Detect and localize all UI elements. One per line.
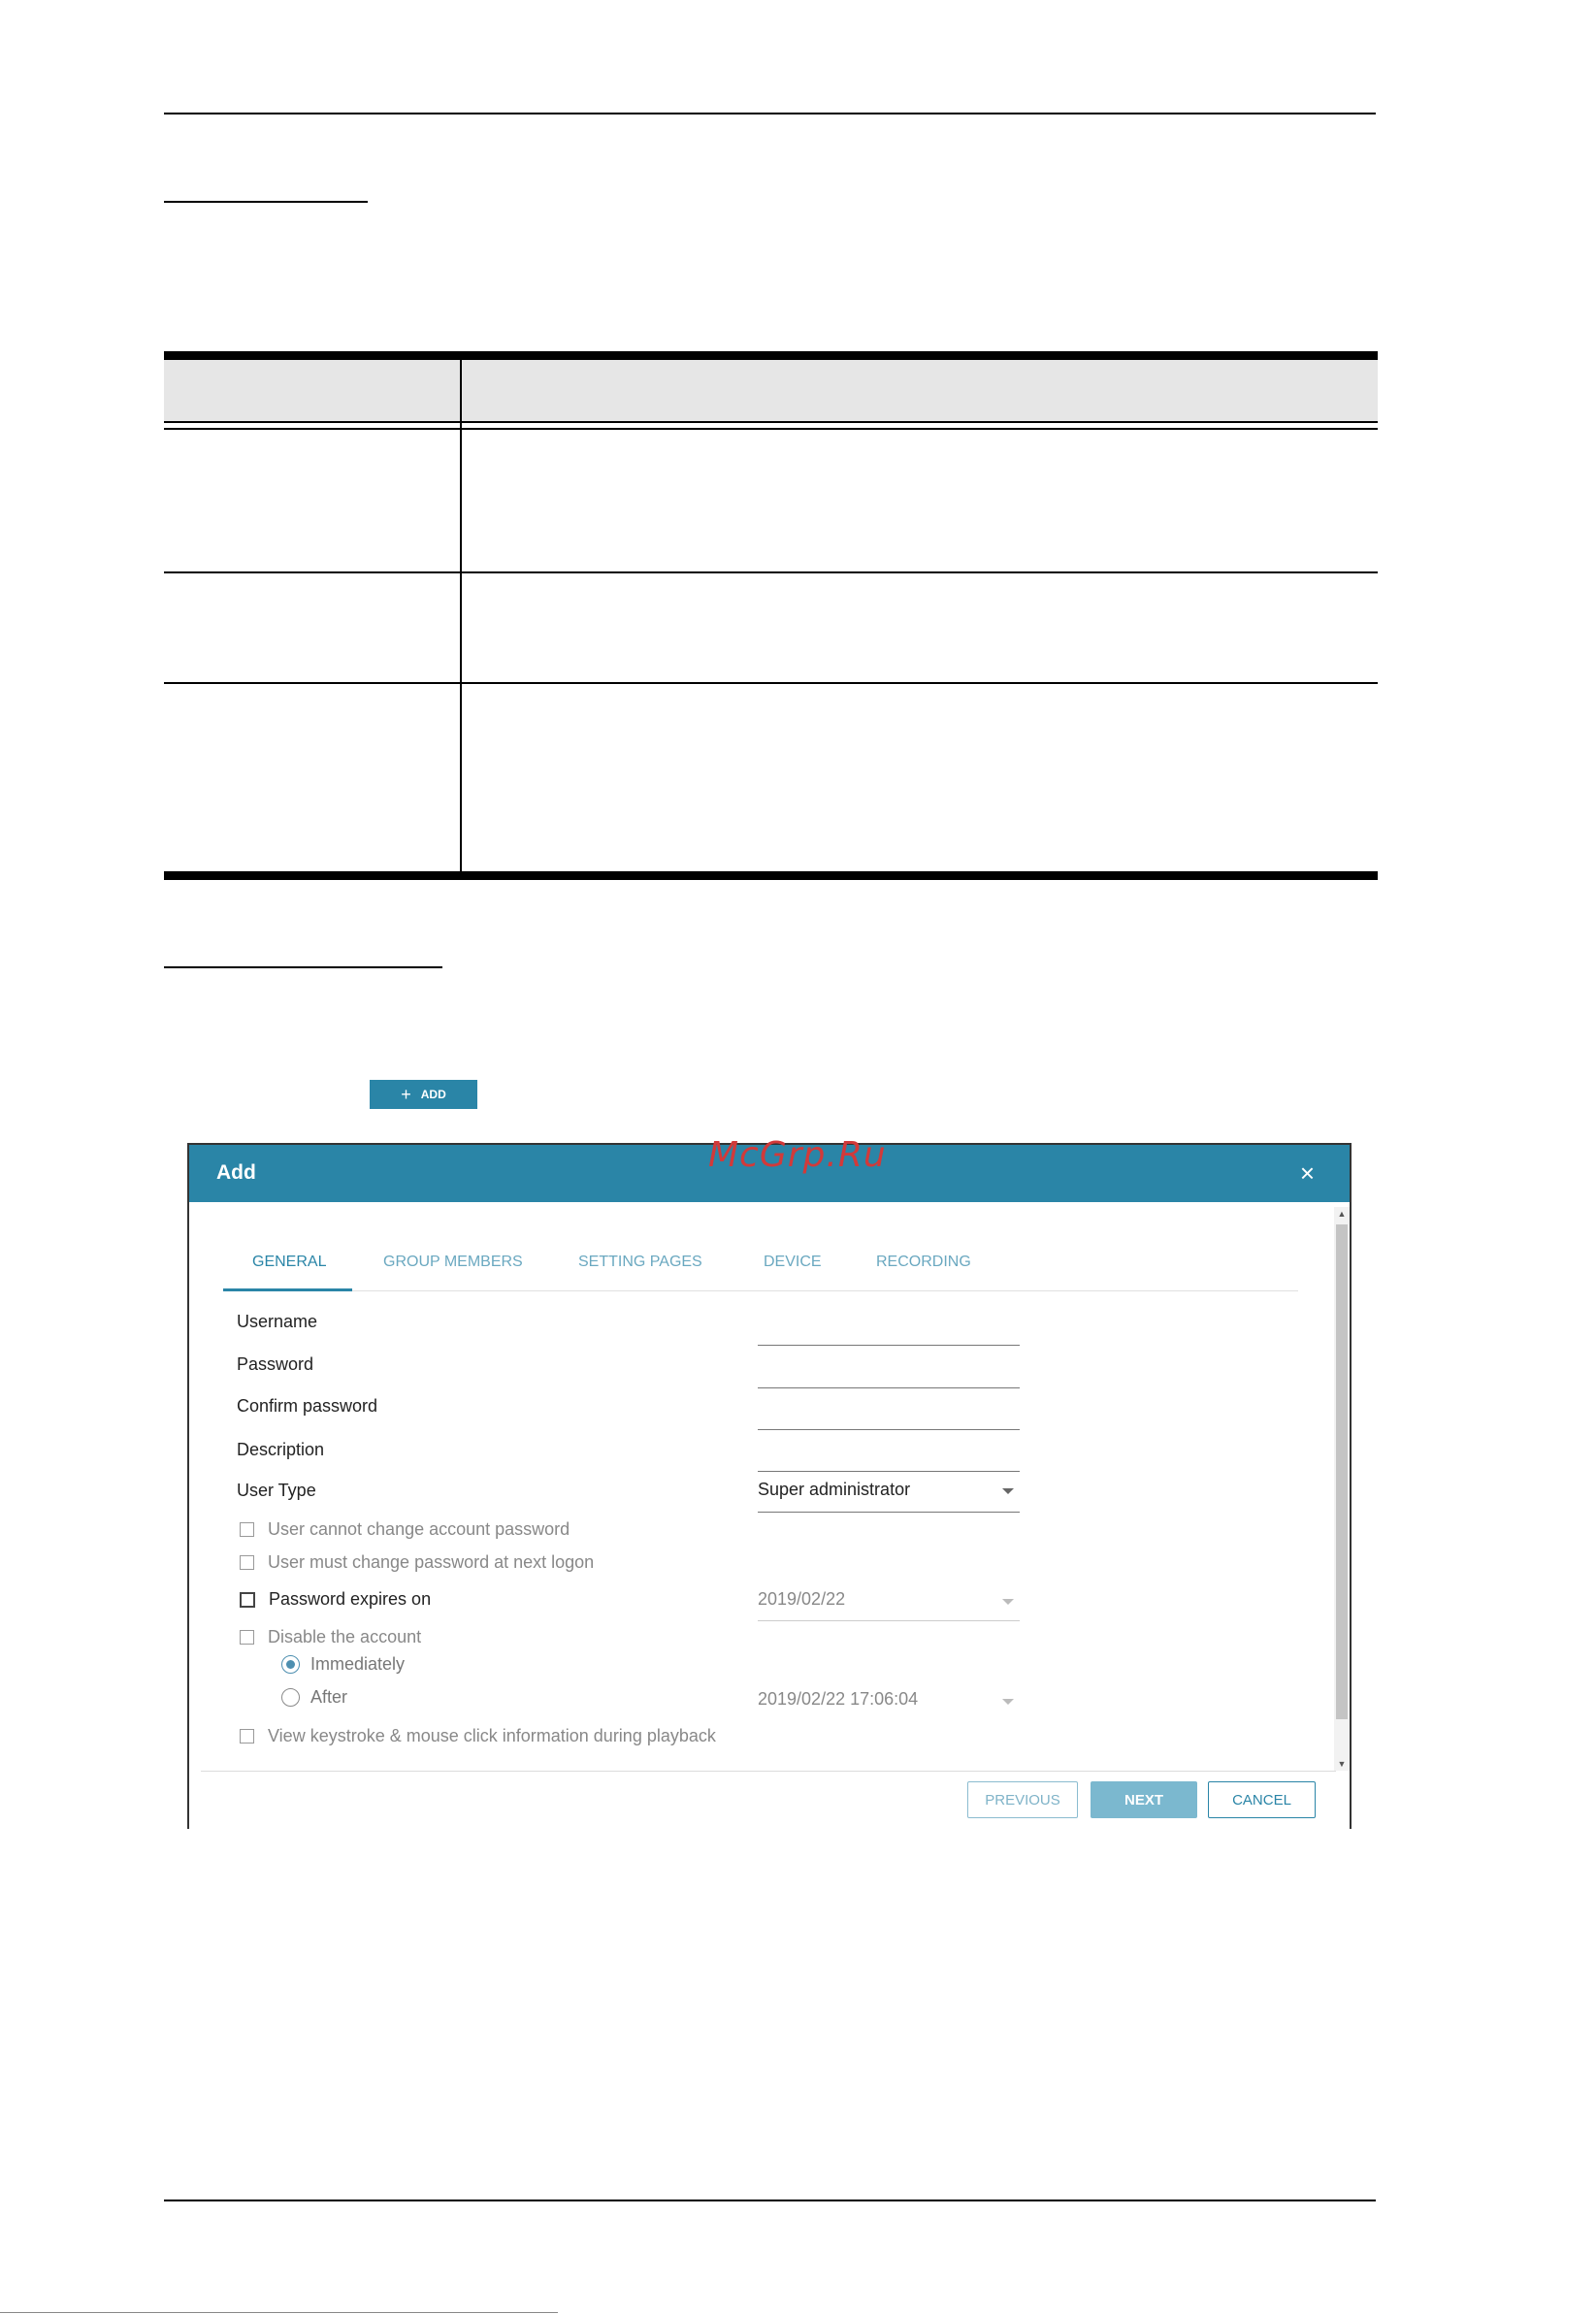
scroll-up-icon[interactable]: ▲ — [1337, 1209, 1347, 1219]
tab-recording[interactable]: RECORDING — [876, 1254, 971, 1270]
username-label: Username — [237, 1312, 318, 1331]
dialog-title: Add — [216, 1161, 256, 1184]
cannot-change-password-label: User cannot change account password — [268, 1519, 570, 1539]
table-header-rule — [164, 421, 1378, 423]
disable-after-datetime-value: 2019/02/22 17:06:04 — [758, 1689, 919, 1709]
heading-underline-2 — [164, 966, 442, 968]
chevron-down-icon — [1002, 1488, 1014, 1494]
add-button[interactable] — [370, 1080, 477, 1109]
view-keystroke-option[interactable] — [240, 1726, 716, 1746]
cannot-change-password-checkbox[interactable] — [240, 1522, 254, 1537]
cancel-button[interactable]: CANCEL — [1208, 1781, 1316, 1818]
confirm-password-input[interactable] — [758, 1404, 1020, 1430]
active-tab-indicator — [223, 1288, 352, 1291]
user-type-label: User Type — [237, 1481, 316, 1500]
disable-account-label: Disable the account — [268, 1627, 422, 1646]
user-type-value: Super administrator — [758, 1480, 911, 1499]
tab-group-members[interactable]: GROUP MEMBERS — [383, 1254, 523, 1270]
dialog-scrollbar[interactable] — [1334, 1207, 1350, 1771]
tab-device[interactable]: DEVICE — [764, 1254, 822, 1270]
disable-account-checkbox[interactable] — [240, 1630, 254, 1645]
dialog-tabs — [223, 1242, 1298, 1291]
tab-general[interactable]: GENERAL — [252, 1254, 327, 1270]
disable-after-datetime-select[interactable] — [758, 1681, 1020, 1720]
password-input[interactable] — [758, 1362, 1020, 1388]
disable-after-radio[interactable] — [281, 1688, 300, 1707]
table-top-border — [164, 351, 1378, 360]
chevron-down-icon — [1002, 1599, 1014, 1605]
user-type-select[interactable] — [758, 1471, 1020, 1513]
table-bottom-border — [164, 871, 1378, 880]
table-row-divider — [164, 682, 1378, 684]
plus-icon: + — [401, 1085, 411, 1104]
password-expires-checkbox[interactable] — [240, 1592, 255, 1608]
table-row-divider — [164, 571, 1378, 573]
view-keystroke-checkbox[interactable] — [240, 1729, 254, 1744]
username-input[interactable] — [758, 1320, 1020, 1346]
table-column-divider — [460, 351, 462, 875]
password-expires-label: Password expires on — [269, 1589, 432, 1609]
description-input[interactable] — [758, 1446, 1020, 1472]
password-expires-option[interactable] — [240, 1589, 431, 1610]
disable-immediately-radio[interactable] — [281, 1655, 300, 1674]
disable-immediately-option[interactable] — [281, 1654, 405, 1675]
dialog-footer-divider — [201, 1771, 1336, 1772]
previous-button[interactable]: PREVIOUS — [967, 1781, 1078, 1818]
disable-after-label: After — [310, 1687, 348, 1707]
scrollbar-thumb[interactable] — [1336, 1224, 1348, 1719]
tab-setting-pages[interactable]: SETTING PAGES — [578, 1254, 702, 1270]
add-button-label: ADD — [420, 1088, 446, 1101]
scroll-down-icon[interactable]: ▼ — [1337, 1759, 1347, 1769]
must-change-password-checkbox[interactable] — [240, 1555, 254, 1570]
disable-after-option[interactable] — [281, 1687, 347, 1708]
heading-underline-1 — [164, 201, 368, 203]
must-change-password-label: User must change password at next logon — [268, 1552, 595, 1572]
watermark-text: McGrp.Ru — [708, 1135, 887, 1175]
table-header-rule-2 — [164, 428, 1378, 430]
confirm-password-label: Confirm password — [237, 1396, 378, 1416]
top-rule — [164, 113, 1376, 114]
close-icon[interactable]: × — [1299, 1158, 1315, 1188]
cannot-change-password-option[interactable] — [240, 1519, 570, 1540]
dialog-header — [189, 1135, 1350, 1202]
add-user-dialog — [187, 1135, 1352, 1829]
password-label: Password — [237, 1354, 314, 1374]
table-header-row — [164, 360, 1378, 421]
must-change-password-option[interactable] — [240, 1552, 594, 1573]
password-expires-date-value: 2019/02/22 — [758, 1589, 846, 1609]
next-button[interactable]: NEXT — [1091, 1781, 1197, 1818]
password-expires-date-select[interactable] — [758, 1581, 1020, 1621]
description-label: Description — [237, 1440, 325, 1459]
bottom-rule — [164, 2200, 1376, 2201]
chevron-down-icon — [1002, 1699, 1014, 1705]
disable-immediately-label: Immediately — [310, 1654, 406, 1674]
page-edge-rule — [0, 2312, 558, 2313]
view-keystroke-label: View keystroke & mouse click information during playback — [268, 1726, 716, 1745]
disable-account-option[interactable] — [240, 1627, 421, 1647]
